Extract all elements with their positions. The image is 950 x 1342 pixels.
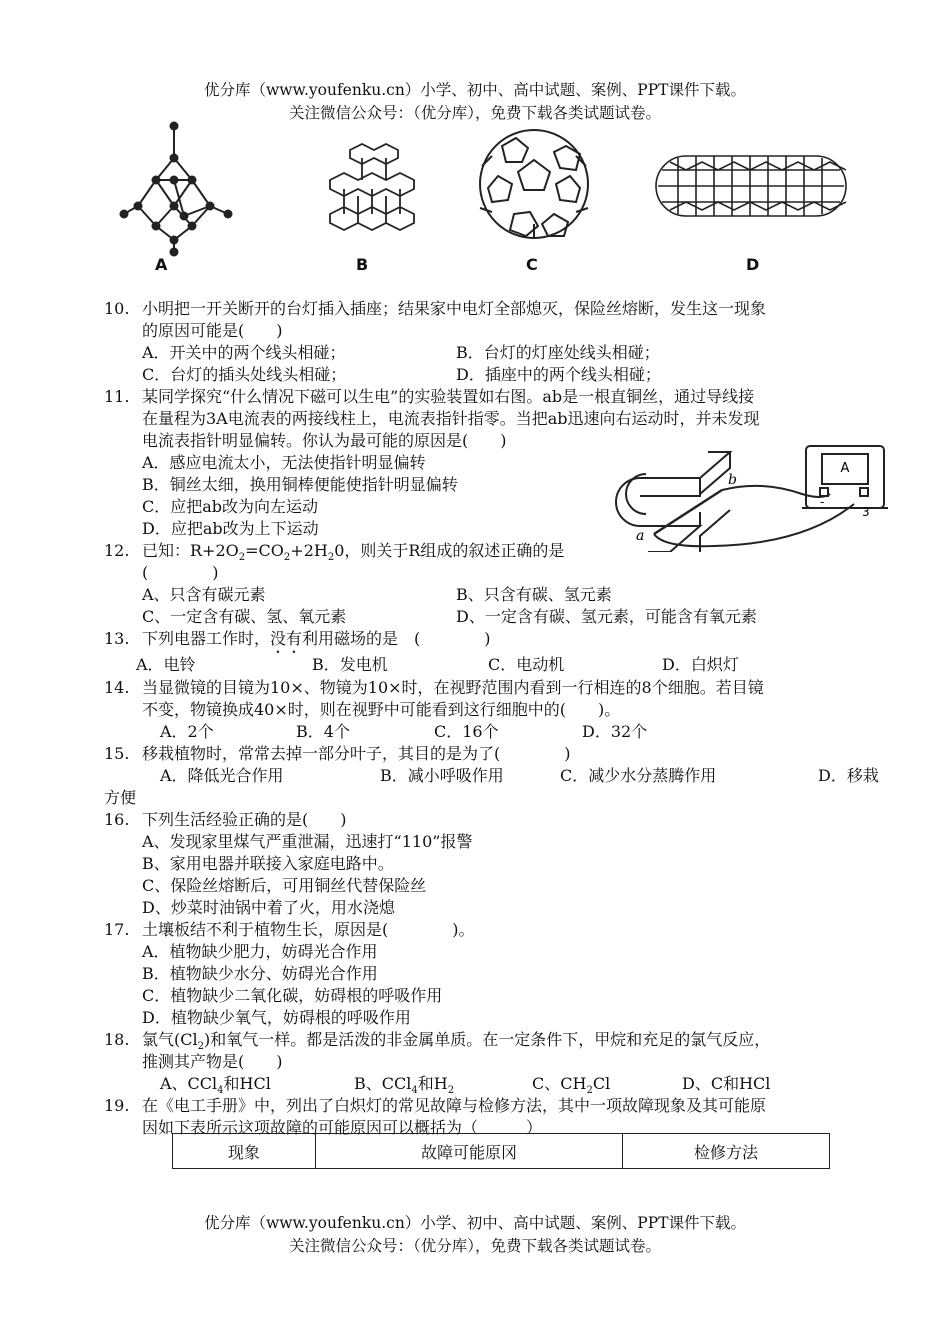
- figure-label-c: C: [526, 255, 538, 274]
- diamond-structure-image: [121, 123, 232, 256]
- q11-option-c: C．应把ab改为向左运动: [142, 497, 319, 516]
- fault-table: [172, 1133, 830, 1169]
- q18-option-c: C、$CH_2Cl$: [532, 1074, 611, 1097]
- q11-stem-line-3: 电流表指针明显偏转。你认为最可能的原因是( ): [142, 431, 507, 450]
- q15-option-b: B．减小呼吸作用: [380, 766, 504, 785]
- nanotube-structure-image: [656, 156, 846, 216]
- figure-label-d: D: [746, 255, 760, 274]
- q17-option-c: C．植物缺少二氧化碳，妨碍根的呼吸作用: [142, 986, 443, 1005]
- q14-stem-line-1: 当显微镜的目镜为10×、物镜为10×时，在视野范围内看到一行相连的8个细胞。若目镜: [142, 678, 764, 697]
- q17-number: 17.: [104, 920, 130, 939]
- fault-table-header-row: [173, 1134, 830, 1169]
- graphite-structure-image: [330, 144, 414, 230]
- q10-option-c: C．台灯的插头处线头相碰；: [142, 365, 347, 384]
- q18-option-a: A、CCl$_4$和HCl: [160, 1074, 271, 1097]
- q18-option-d: D、C和HCl: [682, 1074, 771, 1093]
- wire-label-a: a: [636, 528, 645, 544]
- q17-option-d: D．植物缺少氧气，妨碍根的呼吸作用: [142, 1008, 411, 1027]
- q14-stem-line-2: 不变，物镜换成40×时，则在视野中可能看到这行细胞中的( )。: [142, 700, 621, 719]
- figure-label-a: A: [155, 255, 168, 274]
- q14-option-c: C．16个: [434, 722, 499, 741]
- q14-number: 14.: [104, 678, 130, 697]
- q18-stem-line-2: 推测其产物是( ): [142, 1052, 283, 1071]
- footer-line-2: 关注微信公众号：（优分库），免费下载各类试题试卷。: [288, 1237, 661, 1255]
- q18-stem-line-1: 氯气$(Cl_2)$和氧气一样。都是活泼的非金属单质。在一定条件下，甲烷和充足的氯气反应，: [142, 1030, 771, 1053]
- q19-stem-line-2: 因如下表所示这项故障的可能原因可以概括为（ ）: [142, 1118, 543, 1137]
- terminal-3-label: 3: [862, 505, 870, 519]
- q12-option-a: A、只含有碳元素: [142, 585, 266, 604]
- q15-stem: 移栽植物时，常常去掉一部分叶子，其目的是为了( ): [142, 744, 571, 763]
- q15-number: 15.: [104, 744, 130, 763]
- q14-option-a: A．2个: [160, 722, 214, 741]
- q13-stem: 下列电器工作时，没有利用磁场的是 ( ): [142, 629, 491, 648]
- table-header-cause: 故障可能原冈: [316, 1134, 623, 1169]
- carbon-structures-figure: [118, 118, 858, 278]
- q16-option-c: C、保险丝熔断后，可用铜丝代替保险丝: [142, 876, 427, 895]
- q12-stem: 已知：$R+2O_2=CO_2+2H_20$，则关于R组成的叙述正确的是: [142, 541, 565, 564]
- terminal-minus-label: -: [820, 495, 825, 509]
- q12-number: 12.: [104, 541, 130, 560]
- q12-option-b: B、只含有碳、氢元素: [456, 585, 612, 604]
- table-header-repair: 检修方法: [623, 1134, 830, 1169]
- q16-number: 16.: [104, 810, 130, 829]
- footer-line-1: 优分库（www.youfenku.cn）小学、初中、高中试题、案例、PPT课件下载。: [203, 1214, 747, 1232]
- q16-option-d: D、炒菜时油锅中着了火，用水浇熄: [142, 898, 395, 917]
- q17-option-a: A．植物缺少肥力，妨碍光合作用: [142, 942, 378, 961]
- q11-number: 11.: [104, 387, 130, 406]
- q14-option-d: D．32个: [582, 722, 648, 741]
- header-line-1: 优分库（www.youfenku.cn）小学、初中、高中试题、案例、PPT课件下载。: [203, 81, 747, 99]
- q12-option-c: C、一定含有碳、氢、氧元素: [142, 607, 347, 626]
- figure-label-b: B: [356, 255, 369, 274]
- q11-option-b: B．铜丝太细，换用铜棒便能使指针明显偏转: [142, 475, 458, 494]
- header-line-2: 关注微信公众号：（优分库），免费下载各类试题试卷。: [288, 104, 661, 122]
- q15-option-a: A．降低光合作用: [160, 766, 284, 785]
- q11-option-d: D．应把ab改为上下运动: [142, 519, 319, 538]
- q10-option-b: B．台灯的灯座处线头相碰；: [456, 343, 660, 362]
- q13-option-c: C．电动机: [488, 655, 565, 674]
- q19-number: 19.: [104, 1096, 130, 1115]
- q11-stem-line-2: 在量程为3A电流表的两接线柱上，电流表指针指零。当把ab迅速向右运动时，并未发现: [142, 409, 760, 428]
- q15-option-d: D．移栽: [818, 766, 879, 785]
- ammeter-label: A: [840, 461, 850, 476]
- q13-option-d: D．白炽灯: [662, 655, 739, 674]
- q17-option-b: B．植物缺少水分、妨碍光合作用: [142, 964, 378, 983]
- q16-option-b: B、家用电器并联接入家庭电路中。: [142, 854, 394, 873]
- q10-stem-line-2: 的原因可能是( ): [142, 321, 283, 340]
- q18-option-b: B、CCl$_4$和$H_2$: [354, 1074, 455, 1097]
- q10-option-a: A．开关中的两个线头相碰；: [142, 343, 346, 362]
- q10-number: 10.: [104, 299, 130, 318]
- q11-stem-line-1: 某同学探究“什么情况下磁可以生电”的实验装置如右图。ab是一根直铜丝，通过导线接: [142, 387, 755, 406]
- induction-apparatus-figure: [606, 440, 890, 552]
- q13-number: 13.: [104, 629, 130, 648]
- fullerene-structure-image: [480, 130, 588, 238]
- q19-stem-line-1: 在《电工手册》中，列出了白炽灯的常见故障与检修方法，其中一项故障现象及其可能原: [142, 1096, 767, 1115]
- q18-number: 18.: [104, 1030, 130, 1049]
- q15-option-d-continued: 方便: [104, 788, 137, 807]
- q13-option-b: B．发电机: [312, 655, 388, 674]
- wire-label-b: b: [728, 472, 737, 488]
- q11-option-a: A．感应电流太小，无法使指针明显偏转: [142, 453, 426, 472]
- table-header-phenomenon: 现象: [173, 1134, 316, 1169]
- q17-stem: 土壤板结不利于植物生长，原因是( )。: [142, 920, 475, 939]
- q13-option-a: A．电铃: [136, 655, 196, 674]
- q12-paren: ( ): [142, 563, 219, 582]
- q14-option-b: B．4个: [296, 722, 350, 741]
- q16-option-a: A、发现家里煤气严重泄漏，迅速打“110”报警: [142, 832, 473, 851]
- q15-option-c: C．减少水分蒸腾作用: [560, 766, 717, 785]
- q10-option-d: D．插座中的两个线头相碰；: [456, 365, 661, 384]
- q12-option-d: D、一定含有碳、氢元素，可能含有氧元素: [456, 607, 757, 626]
- q10-stem-line-1: 小明把一开关断开的台灯插入插座；结果家中电灯全部熄灭，保险丝熔断，发生这一现象: [142, 299, 767, 318]
- q16-stem: 下列生活经验正确的是( ): [142, 810, 347, 829]
